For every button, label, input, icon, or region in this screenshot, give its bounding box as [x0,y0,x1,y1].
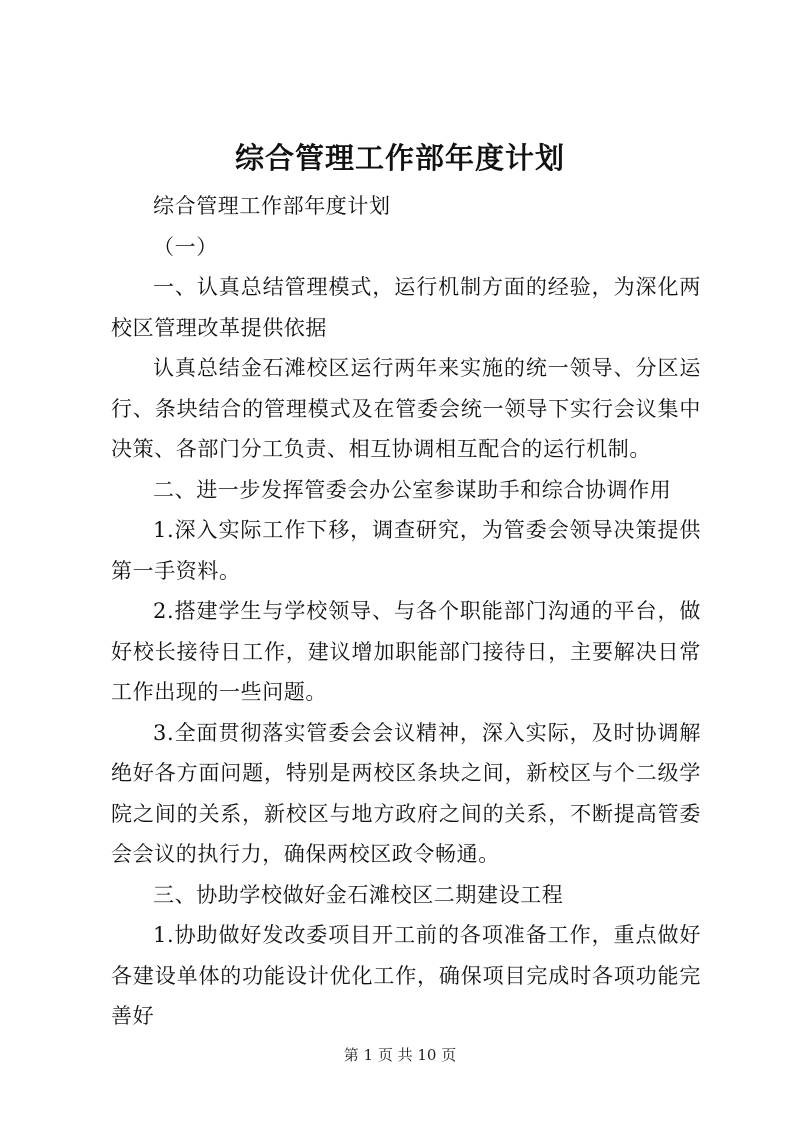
document-title: 综合管理工作部年度计划 [234,141,565,175]
paragraph-body-1: 认真总结金石滩校区运行两年来实施的统一领导、分区运行、条块结合的管理模式及在管委会统一领导下实行会议集中决策、各部门分工负责、相互协调相互配合的运行机制。 [111,356,701,461]
paragraph-item-3-1: 1.协助做好发改委项目开工前的各项准备工作，重点做好各建设单体的功能设计优化工作，确保项目完成时各项功能完善好 [111,923,701,1028]
paragraph-item-2-1: 1.深入实际工作下移，调查研究，为管委会领导决策提供第一手资料。 [111,518,701,583]
paragraph-heading-3: 三、协助学校做好金石滩校区二期建设工程 [153,882,564,907]
paragraph-item-2-3: 3.全面贯彻落实管委会会议精神，深入实际，及时协调解绝好各方面问题，特别是两校区条块之间，新校区与个二级学院之间的关系，新校区与地方政府之间的关系，不断提高管委会会议的执行力，确保两校区政令畅通。 [111,720,701,866]
paragraph-heading-2: 二、进一步发挥管委会办公室参谋助手和综合协调作用 [153,477,672,502]
paragraph-subtitle: 综合管理工作部年度计划 [153,194,391,218]
page-number-footer: 第 1 页 共 10 页 [343,1046,457,1064]
paragraph-heading-1: 一、认真总结管理模式，运行机制方面的经验，为深化两校区管理改革提供依据 [111,275,701,340]
paragraph-section-marker: （一） [153,234,218,259]
document-body [111,186,701,1037]
paragraph-item-2-2: 2.搭建学生与学校领导、与各个职能部门沟通的平台，做好校长接待日工作，建议增加职能部门接待日，主要解决日常工作出现的一些问题。 [111,599,701,704]
